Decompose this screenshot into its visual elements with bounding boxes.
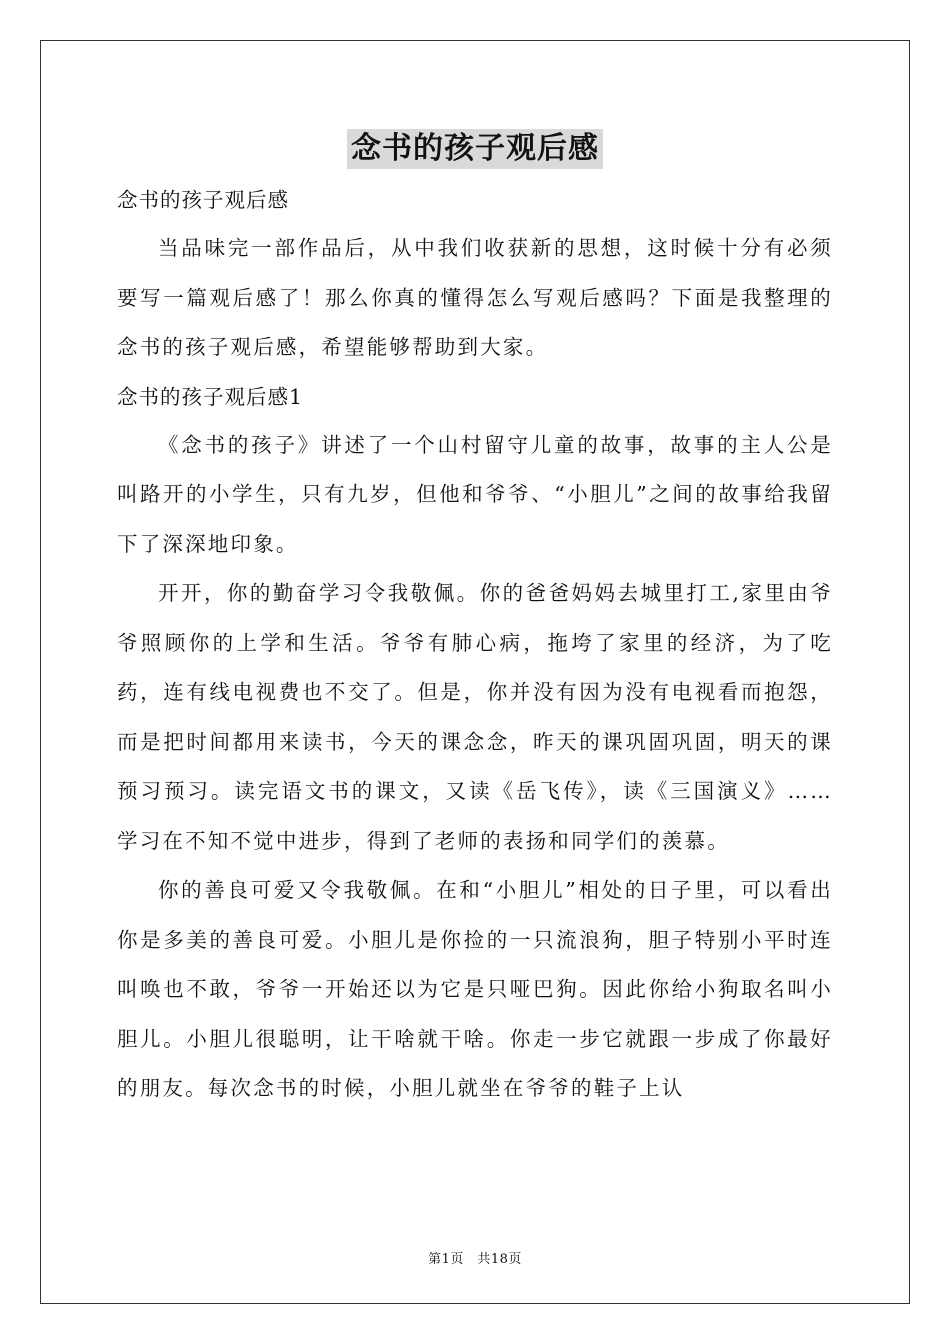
body-paragraph: 开开，你的勤奋学习令我敬佩。你的爸爸妈妈去城里打工,家里由爷爷照顾你的上学和生活。爷爷有肺心病，拖垮了家里的经济，为了吃药，连有线电视费也不交了。但是，你并没有因为没有电视看而抱怨，而是把时间都用来读书，今天的课念念，昨天的课巩固巩固，明天的课预习预习。读完语文书的课文，又读《岳飞传》，读《三国演义》……学习在不知不觉中进步，得到了老师的表扬和同学们的羡慕。 xyxy=(117,581,833,853)
section-heading: 念书的孩子观后感1 xyxy=(117,384,304,409)
intro-paragraph: 当品味完一部作品后，从中我们收获新的思想，这时候十分有必须要写一篇观后感了！那么你真的懂得怎么写观后感吗？下面是我整理的念书的孩子观后感，希望能够帮助到大家。 xyxy=(117,236,833,359)
document-body xyxy=(117,176,833,1114)
document-title-text: 念书的孩子观后感 xyxy=(347,129,603,169)
page-footer: 第1页 共18页 xyxy=(428,1252,522,1267)
body-paragraph: 你的善良可爱又令我敬佩。在和“小胆儿”相处的日子里，可以看出你是多美的善良可爱。小胆儿是你捡的一只流浪狗，胆子特别小平时连叫唤也不敢，爷爷一开始还以为它是只哑巴狗。因此你给小狗取名叫小胆儿。小胆儿很聪明，让干啥就干啥。你走一步它就跟一步成了你最好的朋友。每次念书的时候，小胆儿就坐在爷爷的鞋子上认 xyxy=(117,878,833,1100)
subtitle-line: 念书的孩子观后感 xyxy=(117,188,289,212)
document-title xyxy=(0,128,950,169)
body-paragraph: 《念书的孩子》讲述了一个山村留守儿童的故事，故事的主人公是叫路开的小学生，只有九岁，但他和爷爷、“小胆儿”之间的故事给我留下了深深地印象。 xyxy=(117,432,833,556)
